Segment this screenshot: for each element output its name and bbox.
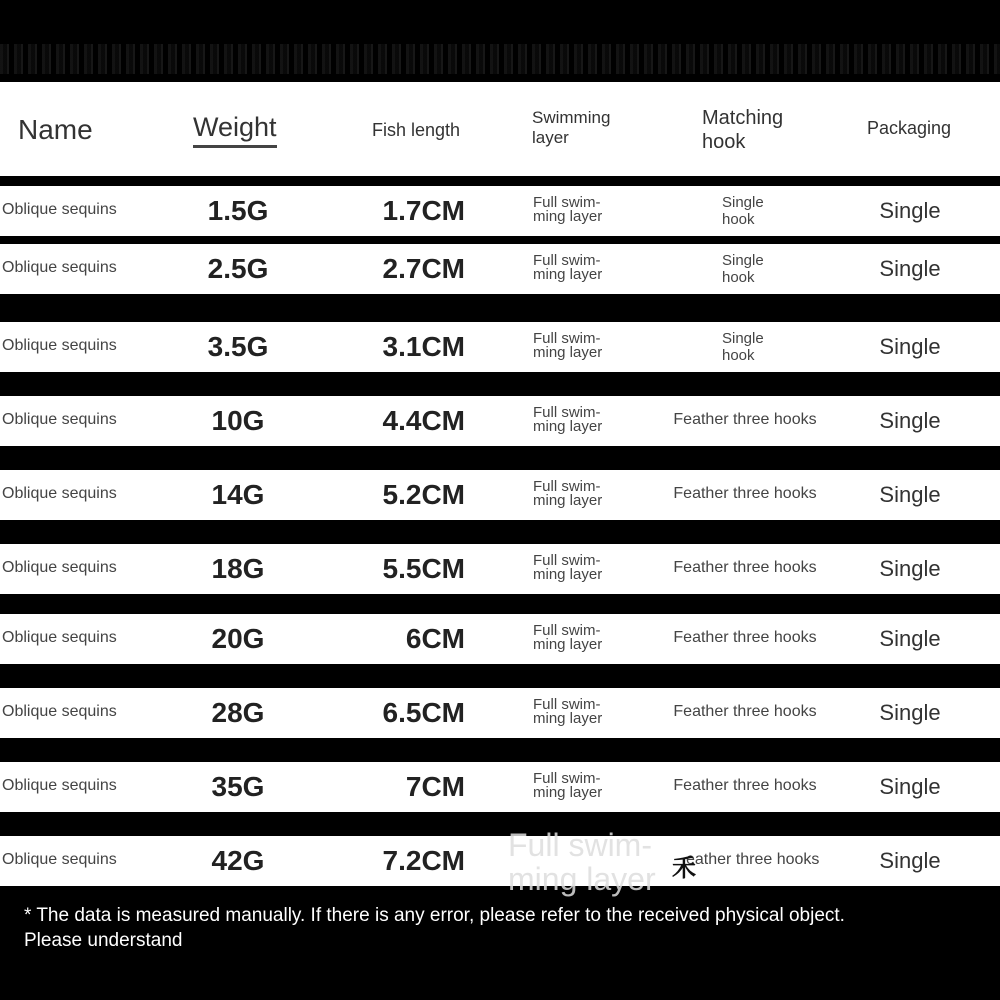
row-weight: 20G [211, 623, 265, 654]
row-matching-hook-line1: Feather three hooks [673, 777, 817, 794]
footer-note [24, 903, 984, 953]
row-fish-length: 5.5CM [382, 553, 465, 584]
ghost-line2: ming layer [508, 861, 656, 897]
row-name: Oblique sequins [2, 485, 117, 502]
header-swimming-layer [532, 108, 610, 148]
row-fish-length: 7CM [405, 771, 465, 802]
ghost-swimming-layer-overlay [508, 828, 656, 896]
row-swimming-layer [533, 254, 602, 282]
row-swimming-layer-line1: Full swim- [533, 770, 601, 787]
row-matching-hook-line1: Single [722, 252, 764, 269]
row-swimming-layer-line2: ming layer [533, 208, 603, 225]
row-swimming-layer [533, 772, 602, 800]
footer-line1: * The data is measured manually. If there is any error, please refer to the received physical object. [24, 905, 845, 926]
ghost-line1: Full swim- [508, 827, 652, 863]
row-swimming-layer-line2: ming layer [533, 566, 603, 583]
row-fish-length: 2.7CM [382, 253, 465, 284]
row-packaging: Single [879, 482, 941, 507]
row-name: Oblique sequins [2, 259, 117, 276]
row-swimming-layer [533, 698, 602, 726]
table-row [0, 836, 1000, 886]
row-swimming-layer [533, 332, 602, 360]
row-packaging: Single [879, 256, 941, 281]
table-row [0, 470, 1000, 520]
header-weight: Weight [193, 112, 277, 148]
row-fish-length: 6.5CM [382, 697, 465, 728]
row-weight: 3.5G [207, 331, 269, 362]
row-matching-hook-line1: Feather three hooks [673, 411, 817, 428]
row-name: Oblique sequins [2, 851, 117, 868]
row-weight: 18G [211, 553, 265, 584]
top-band [0, 0, 1000, 82]
row-fish-length: 6CM [405, 623, 465, 654]
row-swimming-layer-line1: Full swim- [533, 552, 601, 569]
row-packaging: Single [879, 198, 941, 223]
row-swimming-layer-line1: Full swim- [533, 696, 601, 713]
row-swimming-layer-line1: Full swim- [533, 404, 601, 421]
row-swimming-layer [533, 196, 602, 224]
table-row [0, 244, 1000, 294]
table-row [0, 614, 1000, 664]
table-row [0, 688, 1000, 738]
header-swimming-layer-line1: Swimming [532, 108, 611, 127]
row-matching-hook-line1: Single [722, 194, 764, 211]
table-row [0, 322, 1000, 372]
row-matching-hook [673, 411, 816, 429]
row-fish-length: 1.7CM [382, 195, 465, 226]
row-name: Oblique sequins [2, 777, 117, 794]
row-weight: 2.5G [207, 253, 269, 284]
row-matching-hook [673, 777, 816, 795]
header-matching-hook-line1: Matching [702, 107, 784, 129]
row-swimming-layer-line2: ming layer [533, 710, 603, 727]
row-matching-hook [673, 485, 816, 503]
row-fish-length: 7.2CM [382, 845, 465, 876]
row-matching-hook [722, 330, 764, 364]
row-matching-hook [673, 703, 816, 721]
row-swimming-layer-line1: Full swim- [533, 478, 601, 495]
row-packaging: Single [879, 626, 941, 651]
row-matching-hook-line1: eather three hooks [686, 851, 820, 868]
row-swimming-layer-line1: Full swim- [533, 194, 601, 211]
row-packaging: Single [879, 408, 941, 433]
row-swimming-layer [533, 480, 602, 508]
row-packaging: Single [879, 334, 941, 359]
row-swimming-layer-line1: Full swim- [533, 622, 601, 639]
row-packaging: Single [879, 700, 941, 725]
row-swimming-layer-line2: ming layer [533, 784, 603, 801]
row-fish-length: 5.2CM [382, 479, 465, 510]
table-row [0, 762, 1000, 812]
row-name: Oblique sequins [2, 629, 117, 646]
row-swimming-layer-line2: ming layer [533, 492, 603, 509]
footer-line2: Please understand [24, 930, 183, 951]
row-swimming-layer-line1: Full swim- [533, 330, 601, 347]
row-matching-hook-line1: Feather three hooks [673, 485, 817, 502]
row-swimming-layer [533, 406, 602, 434]
row-swimming-layer-line2: ming layer [533, 344, 603, 361]
row-weight: 1.5G [207, 195, 269, 226]
row-matching-hook-line1: Feather three hooks [673, 559, 817, 576]
row-packaging: Single [879, 774, 941, 799]
row-matching-hook [686, 851, 819, 869]
row-matching-hook [722, 194, 764, 228]
table-row [0, 544, 1000, 594]
header-name: Name [18, 114, 93, 145]
row-packaging: Single [879, 848, 941, 873]
row-swimming-layer-line2: ming layer [533, 636, 603, 653]
row-name: Oblique sequins [2, 201, 117, 218]
row-name: Oblique sequins [2, 703, 117, 720]
table-row [0, 396, 1000, 446]
row-swimming-layer-line2: ming layer [533, 266, 603, 283]
row-matching-hook [673, 629, 816, 647]
row-swimming-layer [533, 624, 602, 652]
row-fish-length: 4.4CM [382, 405, 465, 436]
header-swimming-layer-line2: layer [532, 128, 569, 147]
header-fish-length: Fish length [372, 120, 461, 140]
table-header [0, 82, 1000, 176]
row-weight: 10G [211, 405, 265, 436]
row-matching-hook-line1: Single [722, 330, 764, 347]
row-packaging: Single [879, 556, 941, 581]
header-packaging: Packaging [867, 118, 952, 138]
row-name: Oblique sequins [2, 337, 117, 354]
row-weight: 35G [211, 771, 265, 802]
row-swimming-layer [533, 554, 602, 582]
table-row [0, 186, 1000, 236]
row-matching-hook-line2: hook [722, 347, 755, 364]
header-matching-hook [702, 106, 783, 154]
row-matching-hook-line1: Feather three hooks [673, 629, 817, 646]
row-name: Oblique sequins [2, 411, 117, 428]
stray-glyph: 禾 [672, 855, 696, 882]
row-matching-hook-line1: Feather three hooks [673, 703, 817, 720]
row-matching-hook [673, 559, 816, 577]
row-matching-hook-line2: hook [722, 269, 755, 286]
row-matching-hook [722, 252, 764, 286]
row-matching-hook-line2: hook [722, 211, 755, 228]
row-weight: 14G [211, 479, 265, 510]
row-weight: 42G [211, 845, 265, 876]
row-weight: 28G [211, 697, 265, 728]
row-fish-length: 3.1CM [382, 331, 465, 362]
row-swimming-layer-line1: Full swim- [533, 252, 601, 269]
row-swimming-layer-line2: ming layer [533, 418, 603, 435]
header-matching-hook-line2: hook [702, 131, 746, 153]
row-name: Oblique sequins [2, 559, 117, 576]
blurred-title-strip [0, 44, 1000, 74]
